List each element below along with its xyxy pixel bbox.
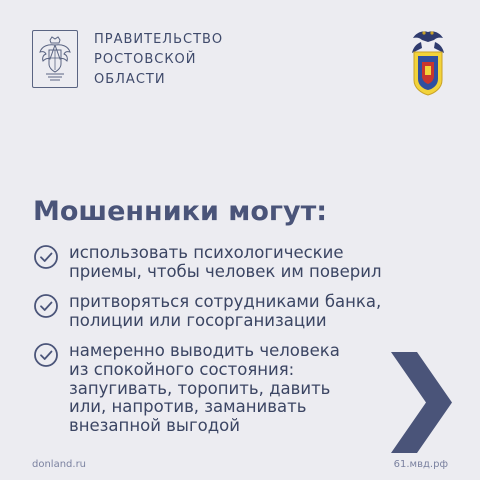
header [32, 30, 223, 90]
list-item-text [69, 293, 381, 330]
page-heading: Мошенники могут: [33, 196, 328, 227]
check-circle-icon [33, 293, 59, 319]
list-item-text [69, 244, 382, 281]
coat-of-arms-icon [32, 30, 78, 88]
list-item-line: или, напротив, заманивать [69, 397, 307, 417]
footer-website-right[interactable]: 61.мвд.рф [393, 459, 448, 470]
check-circle-icon [33, 244, 59, 270]
chevron-right-icon[interactable] [391, 352, 452, 453]
list-item-line: полиции или госорганизации [69, 310, 327, 330]
list-item-line: использовать психологические [69, 243, 344, 262]
government-title-line: РОСТОВСКОЙ [94, 52, 197, 67]
list-item-line: внезапной выгодой [69, 415, 240, 435]
list-item-line: намеренно выводить человека [69, 341, 340, 361]
list-item [33, 293, 393, 330]
list-item-line: приемы, чтобы человек им поверил [69, 261, 382, 281]
list-item-text [69, 342, 340, 435]
government-title-line: ПРАВИТЕЛЬСТВО [94, 32, 224, 47]
list-item [33, 342, 393, 435]
tactics-list [33, 244, 393, 435]
check-circle-icon [33, 342, 59, 368]
footer-website-left[interactable]: donland.ru [32, 459, 87, 470]
government-title-line: ОБЛАСТИ [94, 72, 166, 87]
police-emblem-icon [408, 28, 448, 98]
list-item-line: притворяться сотрудниками банка, [69, 292, 382, 312]
list-item [33, 244, 393, 281]
list-item-line: запугивать, торопить, давить [69, 378, 331, 398]
government-title [94, 30, 223, 90]
list-item-line: из спокойного состояния: [69, 359, 295, 379]
